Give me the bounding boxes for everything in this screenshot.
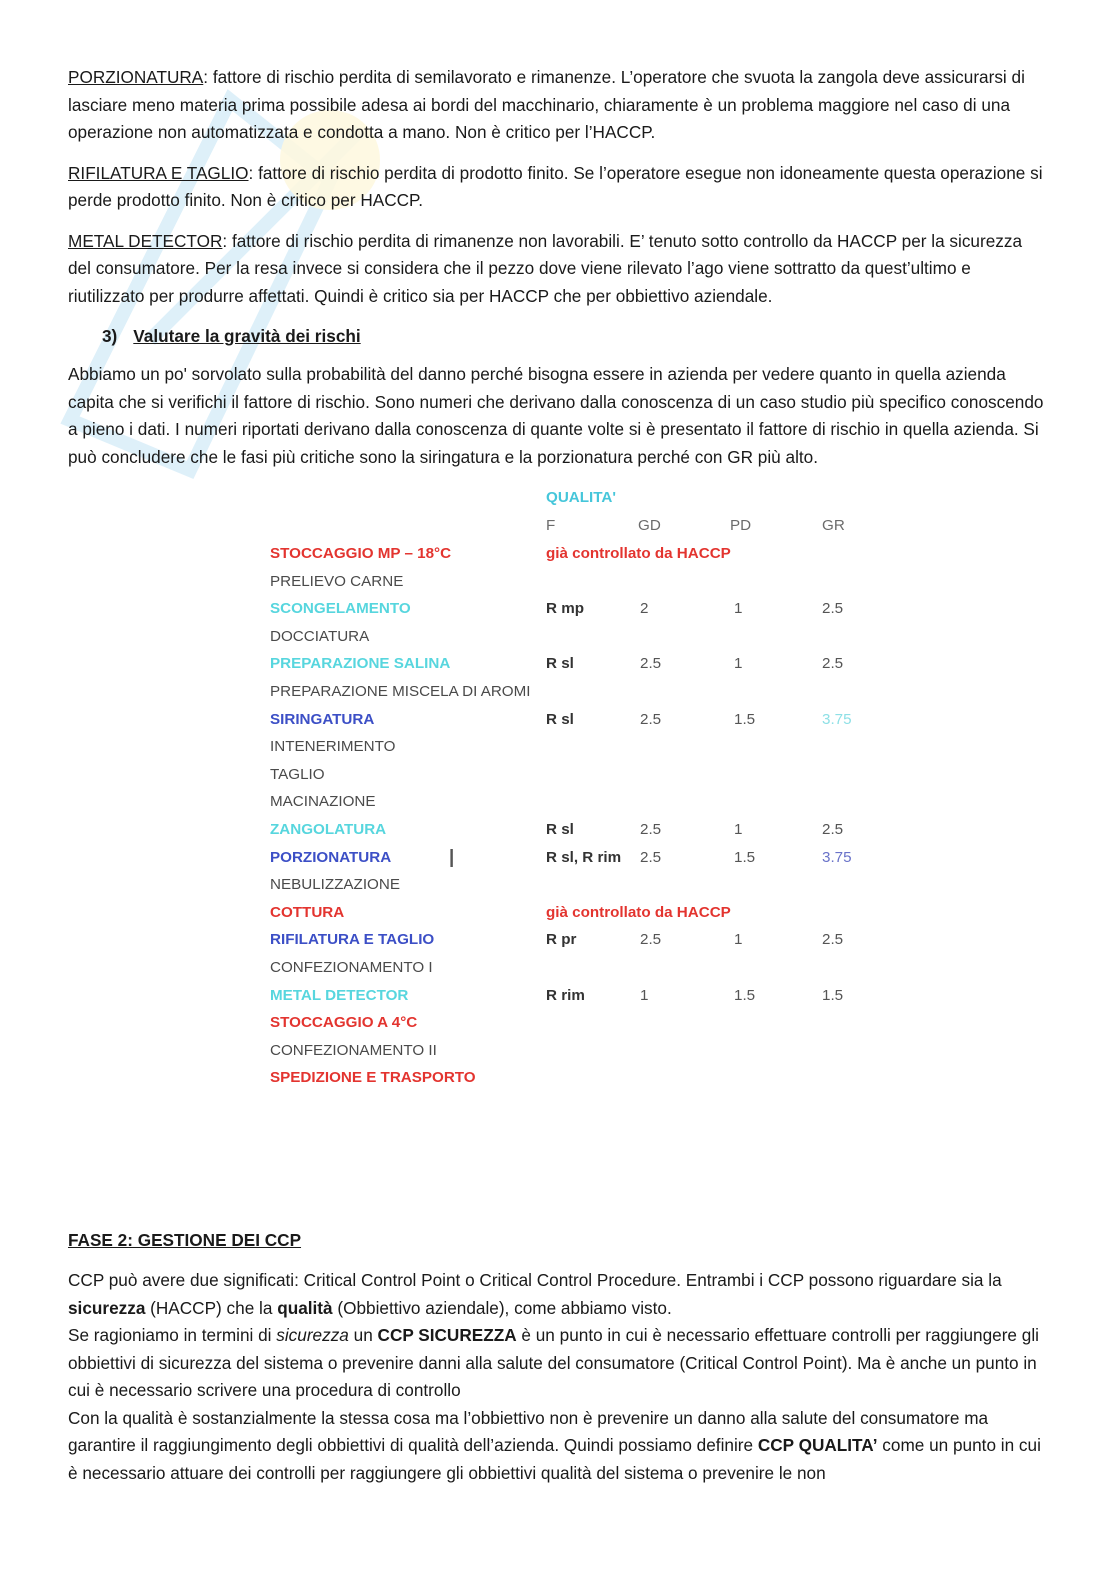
value-gd: 2.5 bbox=[640, 655, 662, 673]
risk-f: R sl, R rim bbox=[546, 848, 622, 866]
value-gr: 2.5 bbox=[822, 931, 844, 949]
header-gr: GR bbox=[822, 517, 845, 534]
phase-name: RIFILATURA E TAGLIO bbox=[270, 931, 435, 949]
phase-name: MACINAZIONE bbox=[270, 793, 376, 811]
fase2-title: FASE 2: GESTIONE DEI CCP bbox=[68, 1230, 302, 1250]
value-pd: 1.5 bbox=[734, 986, 756, 1004]
header-f: F bbox=[546, 517, 556, 534]
phase-name: METAL DETECTOR bbox=[270, 986, 409, 1004]
value-pd: 1 bbox=[734, 600, 743, 618]
phase-name: NEBULIZZAZIONE bbox=[270, 876, 400, 894]
paragraph-rifilatura: RIFILATURA E TAGLIO: fattore di rischio perdita di prodotto finito. Se l’operatore esegue non idoneamente questa operazione si perde prodotto finito. Non è critico per HACCP. bbox=[68, 162, 1043, 210]
value-gr: 3.75 bbox=[822, 848, 852, 866]
phase-name: TAGLIO bbox=[270, 765, 325, 783]
phase-name: COTTURA bbox=[270, 903, 345, 921]
value-gr: 3.75 bbox=[822, 710, 852, 728]
phase-name: PORZIONATURA bbox=[270, 848, 392, 866]
qualita-header: QUALITA' bbox=[546, 489, 616, 506]
paragraph-metal-detector: METAL DETECTOR: fattore di rischio perdita di rimanenze non lavorabili. E’ tenuto sotto controllo da HACCP per la sicurezza del consumatore. Per la resa invece si considera che il pezzo dove viene rilevato l’ago viene sottratto da quest’ultimo e riutilizzato per produrre affettati. Quindi è critico sia per HACCP che per obbiettivo aziendale. bbox=[68, 230, 1023, 306]
value-gd: 2.5 bbox=[640, 710, 662, 728]
phase-name: STOCCAGGIO MP – 18°C bbox=[270, 545, 452, 562]
value-gd: 2.5 bbox=[640, 931, 662, 949]
phase-name: STOCCAGGIO A 4°C bbox=[270, 1014, 418, 1032]
risk-f: R pr bbox=[546, 931, 577, 949]
value-gr: 2.5 bbox=[822, 600, 844, 618]
value-gr: 1.5 bbox=[822, 986, 844, 1004]
risk-f: R mp bbox=[546, 600, 584, 618]
fase2-paragraph-1: CCP può avere due significati: Critical Control Point o Critical Control Procedure. Entrambi i CCP possono riguardare sia la sicurezza (HACCP) che la qualità (Obbiettivo aziendale), come abbiamo visto. bbox=[68, 1270, 1002, 1318]
value-pd: 1 bbox=[734, 931, 743, 949]
document-page bbox=[68, 64, 1048, 1487]
value-pd: 1.5 bbox=[734, 710, 756, 728]
risk-f: R rim bbox=[546, 986, 585, 1004]
value-gr: 2.5 bbox=[822, 821, 844, 838]
section-heading: 3) Valutare la gravità dei rischi bbox=[102, 326, 361, 346]
phase-name: SPEDIZIONE E TRASPORTO bbox=[270, 1069, 476, 1087]
risk-f: R sl bbox=[546, 655, 574, 673]
phase-name: ZANGOLATURA bbox=[270, 821, 387, 838]
value-gd: 1 bbox=[640, 986, 649, 1004]
phase-name: CONFEZIONAMENTO II bbox=[270, 1041, 437, 1059]
haccp-note: già controllato da HACCP bbox=[546, 903, 731, 921]
term-metal-detector: METAL DETECTOR bbox=[68, 230, 223, 251]
phase-name: SCONGELAMENTO bbox=[270, 600, 411, 618]
term-rifilatura: RIFILATURA E TAGLIO bbox=[68, 162, 249, 183]
term-porzionatura: PORZIONATURA bbox=[68, 67, 204, 87]
value-pd: 1 bbox=[734, 655, 743, 673]
phase-name: INTENERIMENTO bbox=[270, 738, 396, 756]
value-gd: 2 bbox=[640, 600, 649, 618]
paragraph-porzionatura: PORZIONATURA: fattore di rischio perdita di semilavorato e rimanenze. L’operatore che svuota la zangola deve assicurarsi di lasciare meno materia prima possibile adesa ai bordi del macchinario, chiaramente è un problema maggiore nel caso di una operazione non automatizzata e condotta a mano. Non è critico per l’HACCP. bbox=[68, 67, 1025, 142]
text-cursor-icon: I bbox=[448, 843, 456, 873]
fase2-paragraph-2: Se ragioniamo in termini di sicurezza un CCP SICUREZZA è un punto in cui è necessario effettuare controlli per raggiungere gli obbiettivi di sicurezza del sistema o prevenire danni alla salute del consumatore (Critical Control Point). Ma è anche un punto in cui è necessario scrivere una procedura di controllo bbox=[68, 1325, 1039, 1400]
value-gr: 2.5 bbox=[822, 655, 844, 673]
phase-name: SIRINGATURA bbox=[270, 710, 375, 728]
haccp-note: già controllato da HACCP bbox=[546, 545, 731, 562]
value-pd: 1 bbox=[734, 821, 743, 838]
value-gd: 2.5 bbox=[640, 848, 662, 866]
risk-table-image bbox=[68, 484, 1048, 1149]
header-pd: PD bbox=[730, 517, 752, 534]
phase-name: PREPARAZIONE MISCELA DI AROMI bbox=[270, 683, 531, 700]
header-gd: GD bbox=[638, 517, 661, 534]
value-pd: 1.5 bbox=[734, 848, 756, 866]
phase-name: DOCCIATURA bbox=[270, 627, 370, 645]
phase-name: CONFEZIONAMENTO I bbox=[270, 959, 433, 976]
risk-f: R sl bbox=[546, 710, 574, 728]
fase2-paragraph-3: Con la qualità è sostanzialmente la stessa cosa ma l’obbiettivo non è prevenire un danno alla salute del consumatore ma garantire il raggiungimento degli obbiettivi di qualità dell’azienda. Quindi possiamo definire CCP QUALITA’ come un punto in cui è necessario attuare dei controlli per raggiungere gli obbiettivi qualità del sistema o prevenire le non bbox=[68, 1407, 1041, 1483]
phase-name: PRELIEVO CARNE bbox=[270, 572, 404, 590]
value-gd: 2.5 bbox=[640, 821, 662, 838]
risk-f: R sl bbox=[546, 821, 574, 838]
section-paragraph: Abbiamo un po' sorvolato sulla probabilità del danno perché bisogna essere in azienda per vedere quanto in quella azienda capita che si verifichi il fattore di rischio. Sono numeri che derivano dalla conoscenza di un caso studio più specifico conoscendo a pieno i dati. I numeri riportati derivano dalla conoscenza di quante volte si è presentato il fattore di rischio in quella azienda. Si può concludere che le fasi più critiche sono la siringatura e la porzionatura perché con GR più alto. bbox=[68, 364, 1044, 467]
phase-name: PREPARAZIONE SALINA bbox=[270, 655, 451, 673]
